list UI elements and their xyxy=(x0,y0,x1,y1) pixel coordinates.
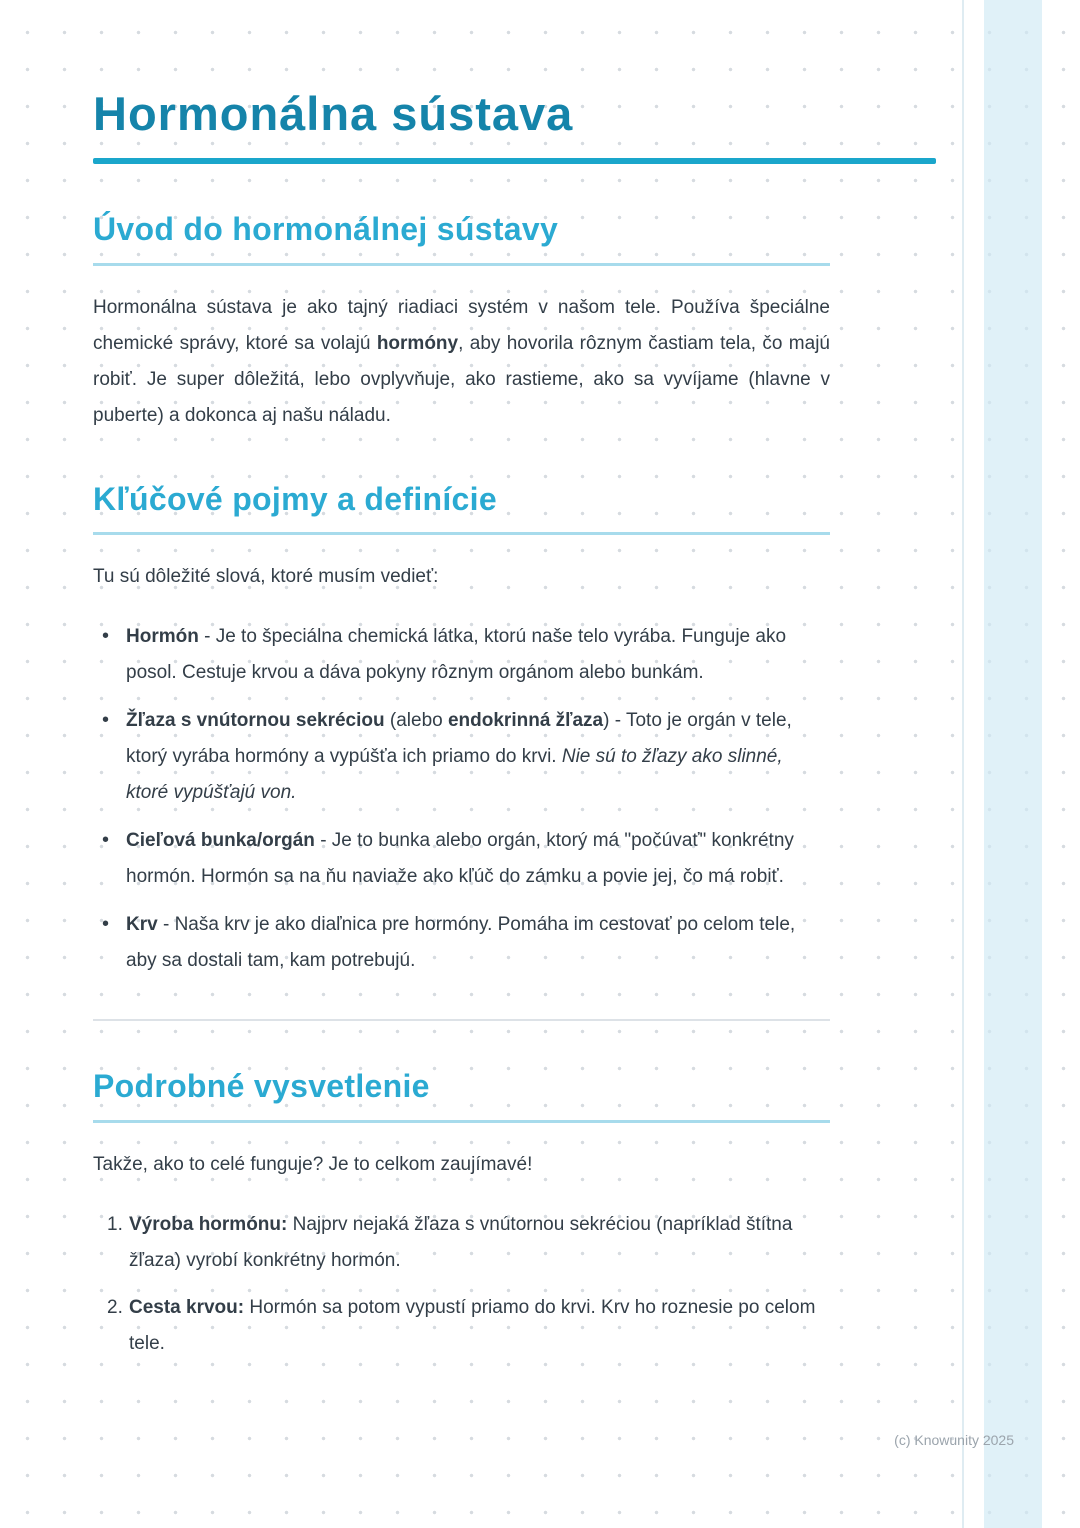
title-underline-rule xyxy=(93,158,936,164)
section-underline-terms xyxy=(93,532,830,535)
term-item xyxy=(93,703,805,811)
step-item xyxy=(107,1290,817,1362)
section-heading-terms: Kľúčové pojmy a definície xyxy=(93,480,497,517)
page-title: Hormonálna sústava xyxy=(93,87,574,140)
page-edge-line xyxy=(962,0,964,1528)
decorative-right-stripe xyxy=(984,0,1042,1528)
section-terms xyxy=(93,480,960,979)
term-text: Cieľová bunka/orgán - Je to bunka alebo orgán, ktorý má "počúvať" konkrétny hormón. Hormón sa na ňu naviaže ako kľúč do zámku a povie jej, čo má robiť. xyxy=(126,830,794,888)
step-number: 1. xyxy=(107,1213,123,1235)
section-detail xyxy=(93,1067,960,1361)
step-text: Výroba hormónu: Najprv nejaká žľaza s vnútornou sekréciou (napríklad štítna žľaza) vyrobí konkrétny hormón. xyxy=(129,1213,793,1271)
step-text: Cesta krvou: Hormón sa potom vypustí priamo do krvi. Krv ho roznesie po celom tele. xyxy=(129,1296,816,1354)
term-text: Krv - Naša krv je ako diaľnica pre hormóny. Pomáha im cestovať po celom tele, aby sa dostali tam, kam potrebujú. xyxy=(126,914,796,972)
section-heading-intro: Úvod do hormonálnej sústavy xyxy=(93,211,559,248)
section-divider xyxy=(93,1019,830,1021)
section-intro xyxy=(93,210,960,433)
term-text: Žľaza s vnútornou sekréciou (alebo endokrinná žľaza) - Toto je orgán v tele, ktorý vyrába hormóny a vypúšťa ich priamo do krvi. Nie sú to žľazy ako slinné, ktoré vypúšťajú von. xyxy=(126,710,792,804)
term-item xyxy=(93,619,805,691)
term-item xyxy=(93,907,805,979)
footer-credit: (c) Knowunity 2025 xyxy=(894,1432,1014,1448)
terms-list xyxy=(93,619,805,979)
detail-intro-text: Takže, ako to celé funguje? Je to celkom zaujímavé! xyxy=(93,1153,533,1175)
section-underline-intro xyxy=(93,263,830,266)
intro-paragraph: Hormonálna sústava je ako tajný riadiaci systém v našom tele. Používa špeciálne chemické správy, ktoré sa volajú hormóny, aby hovorila rôznym častiam tela, čo majú robiť. Je super dôležitá, lebo ovplyvňuje, ako rastieme, ako sa vyvíjame (hlavne v puberte) a dokonca aj našu náladu. xyxy=(93,296,830,426)
term-text: Hormón - Je to špeciálna chemická látka, ktorú naše telo vyrába. Funguje ako posol. Cestuje krvou a dáva pokyny rôznym orgánom alebo bunkám. xyxy=(126,626,787,684)
section-underline-detail xyxy=(93,1120,830,1123)
terms-intro-text: Tu sú dôležité slová, ktoré musím vedieť: xyxy=(93,566,439,588)
step-item xyxy=(107,1207,817,1279)
step-number: 2. xyxy=(107,1296,123,1318)
term-item xyxy=(93,823,805,895)
steps-list xyxy=(93,1207,817,1362)
section-heading-detail: Podrobné vysvetlenie xyxy=(93,1068,430,1105)
